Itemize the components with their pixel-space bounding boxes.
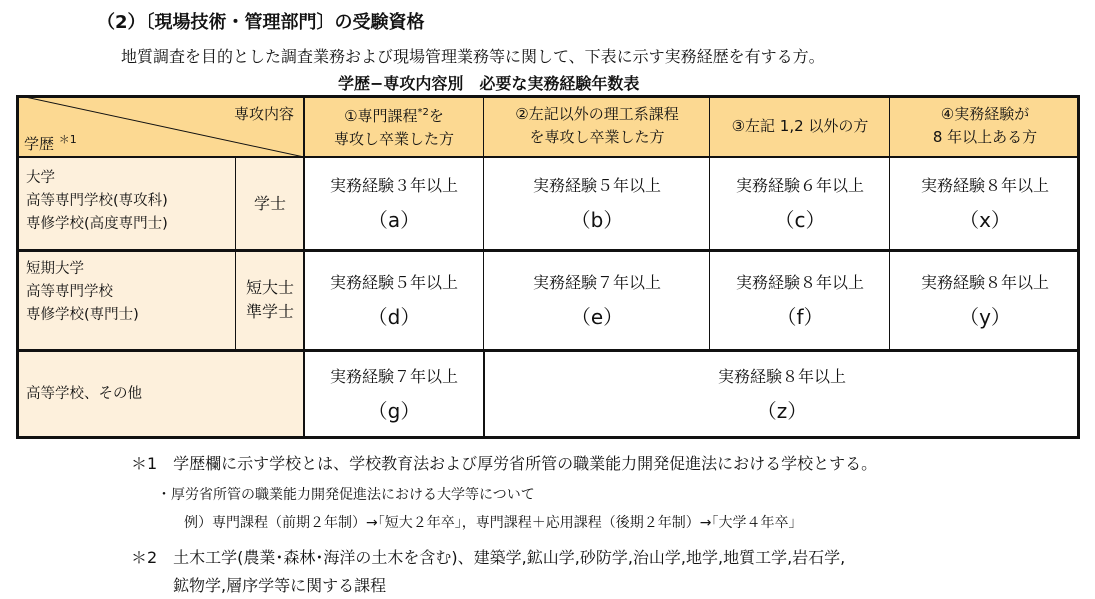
footnote-1-sub: ・厚労省所管の職業能力開発促進法における大学等について [157, 487, 535, 503]
intro-text: 地質調査を目的とした調査業務および現場管理業務等に関して、下表に示す実務経歴を有する方。 [121, 47, 825, 66]
corner-education-label: 学歴 $^{*1}$ [24, 133, 77, 153]
row1-divider [16, 249, 1080, 252]
table-title: 学歴−専攻内容別 必要な実務経験年数表 [338, 74, 640, 93]
col-header-4: ④実務経験が 8 年以上ある方 [890, 95, 1080, 157]
row2-schools: 短期大学 高等専門学校 専修学校(専門士) [16, 250, 236, 350]
degree-divider [235, 157, 236, 350]
row2-col2: 実務経験７年以上 （e） [532, 272, 661, 329]
row2-col3: 実務経験８年以上 （f） [735, 272, 864, 329]
row2-col1: 実務経験５年以上 （d） [329, 272, 458, 329]
corner-major-label: 専攻内容 [233, 105, 294, 123]
col-header-2: ②左記以外の理工系課程 を専攻し卒業した方 [484, 95, 710, 157]
requirements-table [16, 95, 1080, 439]
footnote-1: ＊1 学歴欄に示す学校とは、学校教育法および厚労省所管の職業能力開発促進法における学校とする。 [131, 454, 878, 473]
header-divider [16, 156, 1080, 158]
corner-header [16, 95, 304, 157]
col-divider-3 [889, 95, 890, 350]
row1-col2: 実務経験５年以上 （b） [532, 176, 661, 232]
border-right [1077, 95, 1080, 439]
col-divider-1 [483, 95, 484, 350]
row3-col1: 実務経験７年以上 （g） [329, 367, 458, 423]
col-header-3: ③左記 1,2 以外の方 [710, 95, 890, 157]
row1-col3: 実務経験６年以上 （c） [735, 176, 864, 232]
row2-divider [16, 349, 1080, 352]
border-bottom [16, 436, 1080, 439]
row1-degree: 学士 [236, 157, 304, 250]
row3-label: 高等学校、その他 [16, 350, 304, 439]
border-top [16, 95, 1080, 98]
row2-degree: 短大士 準学士 [236, 250, 304, 350]
footnote-2-cont: 鉱物学,層序学等に関する課程 [173, 576, 387, 595]
col-header-1: ①専門課程$^{*2}$を 専攻し卒業した方 [304, 95, 484, 157]
row1-schools: 大学 高等専門学校(専攻科) 専修学校(高度専門士) [16, 157, 236, 250]
row1-col4: 実務経験８年以上 （x） [920, 176, 1049, 232]
col-divider-2 [709, 95, 710, 350]
row1-col1: 実務経験３年以上 （a） [329, 176, 458, 232]
footnote-1-example: 例）専門課程（前期２年制）→｢短大２年卒｣，専門課程＋応用課程（後期２年制）→｢大学４年卒｣ [184, 515, 796, 531]
footnote-2: ＊2 土木工学(農業･森林･海洋の土木を含む)、建築学,鉱山学,砂防学,治山学,地学,地質工学,岩石学, [131, 548, 846, 567]
section-heading: （2）〔現場技術・管理部門〕の受験資格 [97, 12, 425, 33]
border-left [16, 95, 19, 439]
col-divider-0 [303, 95, 305, 439]
row2-col4: 実務経験８年以上 （y） [920, 272, 1049, 329]
row3-col2-merged: 実務経験８年以上 （z） [717, 367, 846, 423]
col-divider-1b [483, 350, 485, 439]
